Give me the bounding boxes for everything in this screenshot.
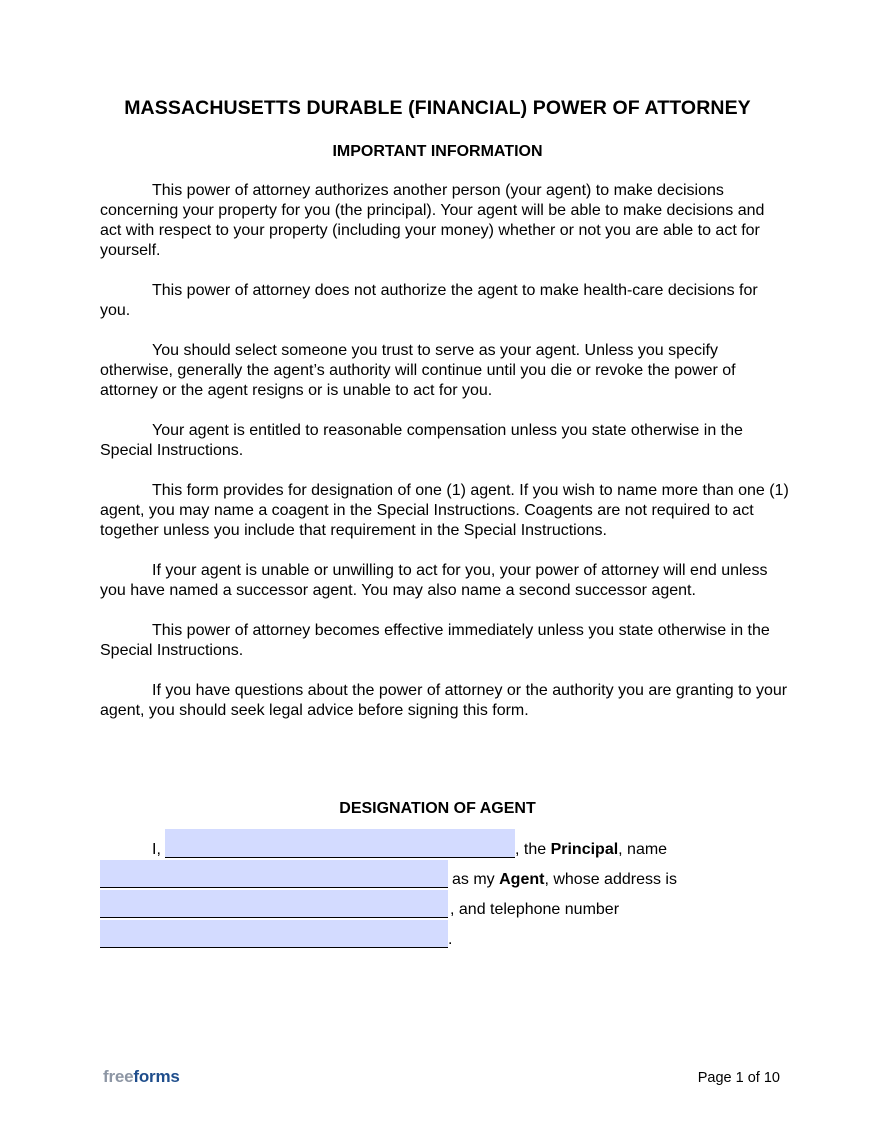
agent-address-field[interactable] [100, 890, 448, 918]
paragraph-coagents: This form provides for designation of one (1) agent. If you wish to name more than one (1) agent, you may name a coagent in the Special Instructions. Coagents are not required to act together unless you include that requirement in the Special Instructions. [100, 482, 789, 539]
principal-name-field[interactable] [165, 829, 515, 858]
paragraph-health-care: This power of attorney does not authorize the agent to make health-care decisions for you. [100, 282, 758, 319]
principal-suffix: , name [618, 841, 668, 858]
paragraph-effective: This power of attorney becomes effective immediately unless you state otherwise in the Special Instructions. [100, 622, 770, 659]
logo-free-text: free [103, 1067, 134, 1086]
paragraph-compensation: Your agent is entitled to reasonable compensation unless you state otherwise in the Special Instructions. [100, 422, 743, 459]
paragraph-successor-agent: If your agent is unable or unwilling to act for you, your power of attorney will end unless you have named a successor agent. You may also name a second successor agent. [100, 562, 768, 599]
agent-name-field[interactable] [100, 860, 448, 888]
important-information-heading: IMPORTANT INFORMATION [332, 143, 543, 160]
telephone-caption: , and telephone number [450, 901, 620, 918]
principal-prefix: , the [515, 841, 551, 858]
agent-phone-field[interactable] [100, 920, 448, 948]
important-information-body [100, 181, 790, 741]
agent-caption [452, 870, 677, 890]
end-period: . [448, 931, 453, 948]
principal-caption [515, 840, 667, 860]
paragraph-select-agent: You should select someone you trust to serve as your agent. Unless you specify otherwise, generally the agent’s authority will continue until you die or revoke the power of attorney or the agent resigns or is unable to act for you. [100, 342, 736, 399]
designation-of-agent-heading: DESIGNATION OF AGENT [339, 800, 536, 817]
agent-prefix: as my [452, 871, 500, 888]
logo-forms-text: forms [133, 1067, 180, 1086]
paragraph-agent-authority: This power of attorney authorizes another person (your agent) to make decisions concerning your property for you (the principal). Your agent will be able to make decisions and act with respect to your property (including your money) whether or not you are able to act for yourself. [100, 182, 765, 259]
principal-term: Principal [550, 841, 619, 858]
principal-label: I, [152, 841, 161, 858]
paragraph-legal-advice: If you have questions about the power of attorney or the authority you are granting to your agent, you should seek legal advice before signing this form. [100, 682, 788, 719]
freeforms-logo [103, 1067, 180, 1087]
agent-term: Agent [499, 871, 545, 888]
document-title: MASSACHUSETTS DURABLE (FINANCIAL) POWER OF ATTORNEY [124, 97, 751, 119]
agent-suffix: , whose address is [544, 871, 677, 888]
page-number: Page 1 of 10 [697, 1070, 780, 1086]
